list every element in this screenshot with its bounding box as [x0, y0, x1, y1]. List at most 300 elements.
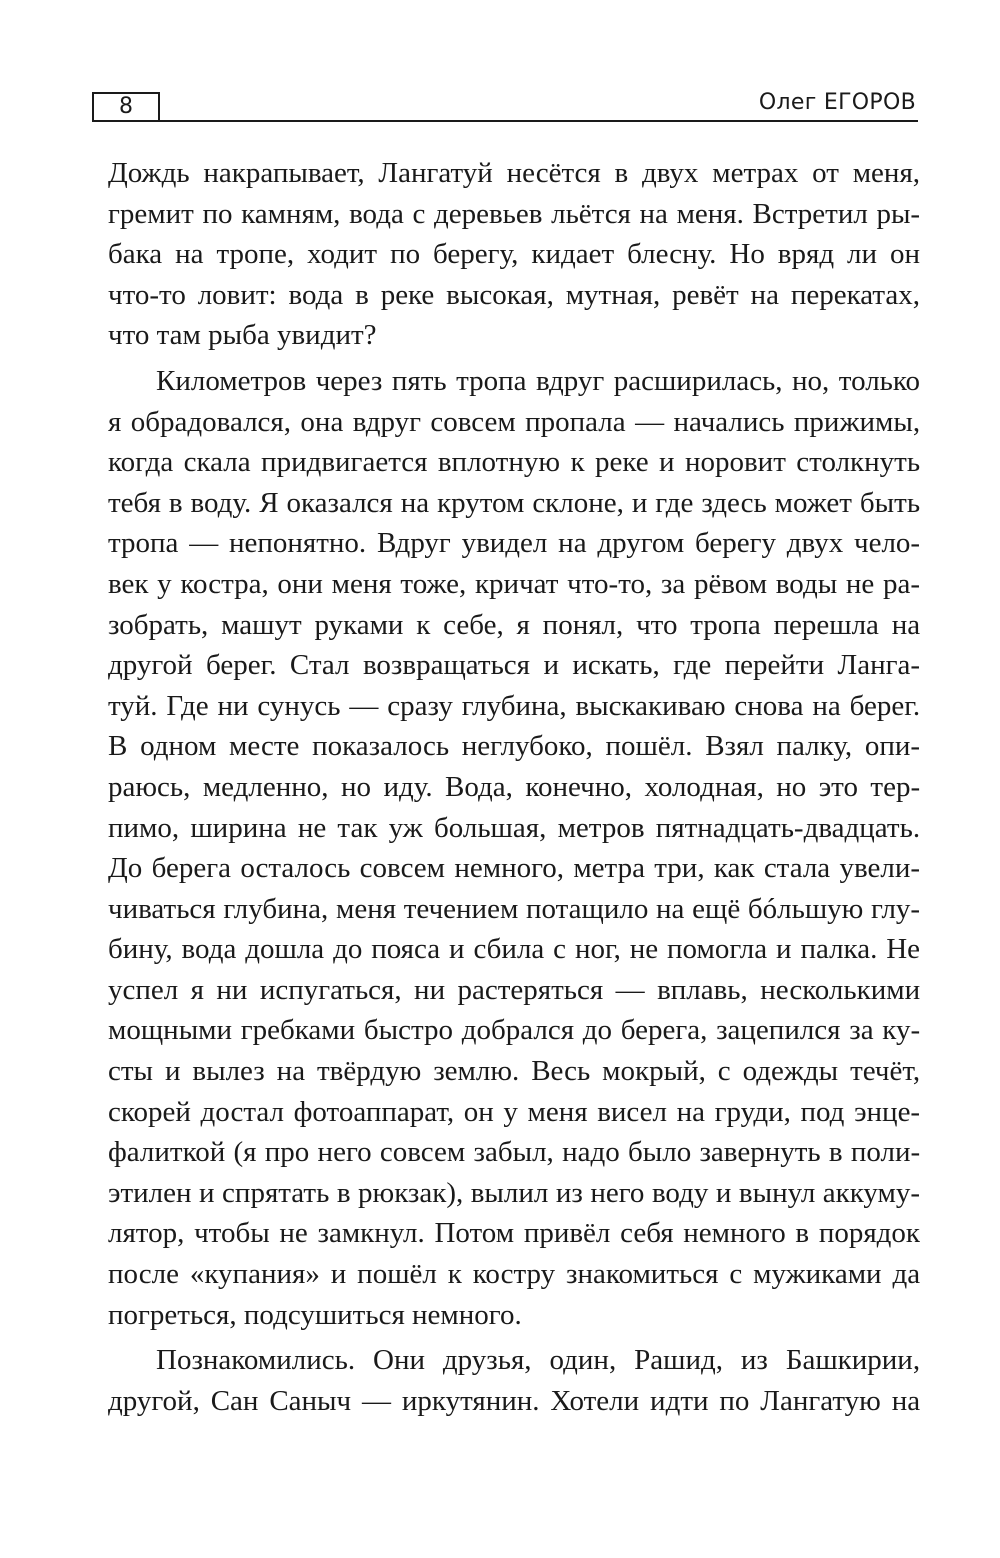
word: ни	[216, 973, 248, 1006]
word: и	[449, 933, 465, 966]
word: на	[891, 1384, 920, 1417]
word: за	[849, 1014, 874, 1047]
word: до	[333, 933, 363, 966]
word: после	[108, 1258, 179, 1291]
word: но	[341, 770, 372, 803]
word: он	[890, 238, 920, 271]
word: другой	[108, 649, 193, 682]
word: снова	[734, 689, 804, 722]
word: медленно,	[202, 770, 329, 803]
word: Весь	[531, 1055, 591, 1088]
word: тропе,	[216, 238, 295, 271]
word: Познакомились.	[156, 1344, 356, 1377]
word: зацепился	[716, 1014, 841, 1047]
text-line	[108, 275, 920, 316]
word: него	[590, 1176, 645, 1209]
paragraph-3	[108, 1340, 920, 1421]
word: ходит	[307, 238, 378, 271]
word: через	[315, 364, 383, 397]
word: у	[157, 567, 172, 600]
word: Сан	[210, 1384, 259, 1417]
word: воды	[775, 567, 838, 600]
header-rule	[158, 120, 918, 122]
text-line	[108, 1051, 920, 1092]
word: в	[828, 1136, 843, 1169]
word: лятор,	[108, 1217, 185, 1250]
word: машут	[221, 608, 302, 641]
word: в	[355, 278, 369, 311]
word: вода	[181, 933, 237, 966]
word: когда	[108, 446, 174, 479]
word: тоже,	[400, 567, 467, 600]
word: До	[108, 852, 143, 885]
word: быть	[859, 486, 920, 519]
word: глу-	[871, 892, 920, 925]
word: землю.	[433, 1055, 520, 1088]
word: тропа	[108, 527, 179, 560]
word: кричат	[474, 567, 559, 600]
word: вряд	[777, 238, 835, 271]
word: увели-	[839, 852, 920, 885]
word: потащило	[525, 892, 649, 925]
text-line	[108, 929, 920, 970]
word: на	[676, 1095, 706, 1128]
word: не	[845, 567, 875, 600]
body-text	[108, 153, 920, 1421]
word: двух	[641, 157, 699, 189]
word: поли-	[850, 1136, 920, 1169]
word: три,	[654, 852, 705, 885]
word: они	[277, 567, 323, 600]
word: груди,	[714, 1095, 791, 1128]
word: на	[750, 278, 779, 311]
word: на	[656, 892, 685, 925]
word: идти	[650, 1384, 709, 1417]
text-line	[108, 1381, 920, 1422]
word: руками	[314, 608, 404, 641]
word: под	[800, 1095, 845, 1128]
word: себе,	[443, 608, 504, 641]
word: вынул	[738, 1176, 816, 1209]
word: Хотели	[550, 1384, 640, 1417]
word: Я	[259, 486, 279, 519]
word: вылил	[470, 1176, 549, 1209]
word: пояса	[371, 933, 441, 966]
word: камням,	[241, 197, 341, 230]
word: как	[713, 852, 755, 885]
word: накрапывает,	[203, 157, 365, 189]
word: и	[199, 1176, 215, 1209]
word: сунусь	[257, 689, 341, 722]
word: пошёл	[357, 1258, 437, 1291]
word: дошла	[245, 933, 325, 966]
word: Встретил	[752, 197, 868, 230]
word: Ланга-	[837, 649, 920, 682]
word: берег.	[206, 649, 277, 682]
word: показалось	[312, 730, 450, 763]
word: другом	[597, 527, 685, 560]
text-line	[108, 848, 920, 889]
word: норовит	[684, 446, 786, 479]
word: мужиками	[753, 1258, 882, 1291]
paragraph-2	[108, 361, 920, 1335]
word: гребками	[240, 1014, 356, 1047]
word: кидает	[531, 238, 615, 271]
page-number: 8	[92, 92, 160, 122]
word: фалиткой	[108, 1136, 226, 1169]
word: тропа	[690, 608, 761, 641]
word: вдруг	[352, 405, 421, 438]
word: бóльшую	[747, 892, 864, 925]
text-line	[108, 1010, 920, 1051]
word: непонятно.	[228, 527, 367, 560]
word: что-то,	[567, 567, 653, 600]
word: гремит	[108, 197, 194, 230]
word: энце-	[854, 1095, 920, 1128]
word: я	[190, 973, 204, 1006]
word: —	[362, 1384, 391, 1417]
running-title: Олег ЕГОРОВ	[758, 90, 916, 115]
word: перешла	[773, 608, 879, 641]
word: из	[555, 1176, 583, 1209]
word: льётся	[551, 197, 631, 230]
word: до	[582, 1014, 613, 1047]
word: Но	[729, 238, 765, 271]
text-line	[108, 1173, 920, 1214]
word: Километров	[156, 364, 307, 397]
word: метра	[573, 852, 645, 885]
word: совсем	[359, 852, 446, 885]
word: (я	[233, 1136, 257, 1169]
word: мокрый,	[602, 1055, 706, 1088]
text-line	[108, 361, 920, 402]
word: Стал	[289, 649, 350, 682]
word: помогла	[667, 933, 768, 966]
word: на	[276, 1055, 306, 1088]
word: большая,	[433, 811, 547, 844]
text-line	[108, 1092, 920, 1133]
word: метров	[557, 811, 645, 844]
word: совсем	[430, 405, 516, 438]
word: по	[390, 238, 421, 271]
word: ра-	[882, 567, 920, 600]
word: висел	[597, 1095, 667, 1128]
word: палку,	[776, 730, 853, 763]
word: так	[337, 811, 378, 844]
word: высокая,	[446, 278, 554, 311]
word: спрятать	[222, 1176, 330, 1209]
word: костра,	[180, 567, 269, 600]
word: испугаться,	[259, 973, 402, 1006]
word: растеряться	[457, 973, 604, 1006]
word: ни	[414, 973, 446, 1006]
word: один,	[549, 1344, 617, 1377]
text-line	[108, 970, 920, 1011]
word: аккуму-	[822, 1176, 920, 1209]
word: конечно,	[525, 770, 632, 803]
text-line	[108, 767, 920, 808]
word: быстро	[363, 1014, 454, 1047]
word: склоне,	[532, 486, 624, 519]
word: тропа	[456, 364, 527, 397]
word: добрался	[461, 1014, 575, 1047]
word: здесь	[701, 486, 767, 519]
word: Дождь	[108, 157, 190, 189]
word: и	[164, 1055, 181, 1088]
word: крутом	[437, 486, 525, 519]
word: ловит:	[197, 278, 277, 311]
word: пимо,	[108, 811, 180, 844]
text-line	[108, 1254, 920, 1295]
word: ни	[217, 689, 249, 722]
word: Рашид,	[634, 1344, 723, 1377]
text-line	[108, 153, 920, 194]
word: несколькими	[760, 973, 920, 1006]
word: меня.	[676, 197, 744, 230]
word: на	[639, 197, 668, 230]
word: столкнуть	[796, 446, 920, 479]
text-line	[108, 889, 920, 930]
word: воду	[651, 1176, 709, 1209]
word: себя	[620, 1217, 674, 1250]
word: с	[412, 197, 426, 230]
word: было	[627, 1136, 692, 1169]
word: —	[635, 405, 665, 438]
word: и	[543, 649, 559, 682]
word: с	[717, 1055, 731, 1088]
word: надо	[562, 1136, 620, 1169]
word: и	[776, 933, 792, 966]
word: знакомиться	[566, 1258, 719, 1291]
word: пошёл.	[605, 730, 693, 763]
word: оказался	[286, 486, 393, 519]
word: порядок	[818, 1217, 920, 1250]
word: двух	[786, 527, 844, 560]
word: и	[631, 486, 648, 519]
word: Вдруг	[376, 527, 451, 560]
word: тер-	[870, 770, 920, 803]
word: начались	[673, 405, 785, 438]
word: немного	[683, 1217, 786, 1250]
text-line	[108, 523, 920, 564]
word: про	[264, 1136, 310, 1169]
word: уж	[388, 811, 423, 844]
word: реке	[380, 278, 435, 311]
word: зобрать,	[108, 608, 209, 641]
word: метрах	[712, 157, 799, 189]
word: Они	[373, 1344, 425, 1377]
word: иду.	[383, 770, 433, 803]
word: —	[349, 689, 379, 722]
word: берег.	[849, 689, 920, 722]
word: забыл,	[473, 1136, 554, 1169]
word: одежды	[742, 1055, 839, 1088]
word: меня	[335, 892, 397, 925]
word: он	[463, 1095, 494, 1128]
word: где	[673, 649, 712, 682]
word: и	[330, 1258, 347, 1291]
word: холодная,	[644, 770, 764, 803]
word: на	[891, 608, 920, 641]
word: что	[636, 608, 678, 641]
word: перейти	[724, 649, 825, 682]
word: от	[812, 157, 839, 189]
word: ли	[847, 238, 878, 271]
word: сты	[108, 1055, 154, 1088]
word: и	[715, 1176, 732, 1209]
word: костру	[472, 1258, 556, 1291]
text-line	[108, 605, 920, 646]
word: берега	[151, 852, 231, 885]
word: я	[108, 405, 122, 438]
word: меня	[331, 567, 392, 600]
word: неглубоко,	[461, 730, 593, 763]
word: сразу	[387, 689, 453, 722]
word: ры-	[876, 197, 920, 230]
word: привёл	[523, 1217, 611, 1250]
text-line	[108, 686, 920, 727]
word: воду.	[190, 486, 252, 519]
word: «купания»	[189, 1258, 320, 1291]
word: может	[774, 486, 852, 519]
word: твёрдую	[317, 1055, 422, 1088]
word: за	[660, 567, 686, 600]
word: вплотную	[437, 446, 561, 479]
word: по	[719, 1384, 750, 1417]
word: с	[553, 933, 567, 966]
word: Саныч	[269, 1384, 352, 1417]
word: ревёт	[672, 278, 739, 311]
word: раюсь,	[108, 770, 191, 803]
word: по	[202, 197, 233, 230]
word: другой,	[108, 1384, 200, 1417]
word: палка.	[800, 933, 878, 966]
word: туй.	[108, 689, 158, 722]
text-line	[108, 1132, 920, 1173]
word: но	[776, 770, 807, 803]
word: я	[516, 608, 530, 641]
word: рёвом	[693, 567, 768, 600]
text-line	[108, 194, 920, 235]
word: Лангатую	[760, 1384, 881, 1417]
word: глубина,	[223, 892, 329, 925]
word: Лангатуй	[378, 157, 493, 189]
word: скала	[183, 446, 251, 479]
word: на	[812, 689, 841, 722]
word: что-то	[108, 278, 186, 311]
word: в	[795, 1217, 810, 1250]
word: сбила	[473, 933, 545, 966]
text-line	[108, 564, 920, 605]
word: завернуть	[699, 1136, 821, 1169]
word: расширилась,	[613, 364, 783, 397]
word: искать,	[572, 649, 660, 682]
word: Башкирии,	[785, 1344, 920, 1377]
word: это	[818, 770, 858, 803]
text-line	[108, 402, 920, 443]
word: в	[168, 486, 183, 519]
word: мутная,	[565, 278, 661, 311]
word: фотоаппарат,	[293, 1095, 455, 1128]
word: не	[629, 933, 659, 966]
word: блесну.	[627, 238, 717, 271]
text-line	[108, 483, 920, 524]
word: Взял	[705, 730, 764, 763]
word: иркутянин.	[401, 1384, 540, 1417]
word: вода	[288, 278, 344, 311]
word: берегу	[694, 527, 776, 560]
word: век	[108, 567, 149, 600]
paragraph-1	[108, 153, 920, 356]
word: на	[558, 527, 587, 560]
word: реке	[594, 446, 649, 479]
word: она	[300, 405, 344, 438]
word: да	[892, 1258, 920, 1291]
word: на	[175, 238, 204, 271]
word: выскакиваю	[575, 689, 726, 722]
word: —	[189, 527, 219, 560]
word: деревьев	[433, 197, 543, 230]
word: к	[416, 608, 431, 641]
word: придвигается	[261, 446, 428, 479]
word: немного,	[454, 852, 565, 885]
word: замкнул.	[317, 1217, 425, 1250]
word: друзья,	[442, 1344, 532, 1377]
word: Вода,	[445, 770, 513, 803]
word: в	[336, 1176, 351, 1209]
word: стала	[763, 852, 831, 885]
word: опи-	[864, 730, 920, 763]
word: с	[729, 1258, 743, 1291]
text-line	[108, 234, 920, 275]
word: увидел	[461, 527, 548, 560]
word: пять	[391, 364, 447, 397]
word: не	[297, 811, 327, 844]
word: не	[279, 1217, 308, 1250]
word: тебя	[108, 486, 161, 519]
word: и	[659, 446, 675, 479]
word: него	[317, 1136, 372, 1169]
word: вдруг	[536, 364, 605, 397]
word: прижимы,	[793, 405, 920, 438]
word: чело-	[853, 527, 920, 560]
word: ширина	[190, 811, 287, 844]
text-line	[108, 1213, 920, 1254]
word: бака	[108, 238, 163, 271]
word: понял,	[542, 608, 624, 641]
word: к	[570, 446, 585, 479]
text-line	[108, 645, 920, 686]
word: меня	[527, 1095, 588, 1128]
word: из	[740, 1344, 768, 1377]
word: ног,	[574, 933, 621, 966]
running-header	[92, 84, 918, 124]
word: на	[400, 486, 430, 519]
word: чтобы	[194, 1217, 270, 1250]
text-line	[108, 442, 920, 483]
word: возвращаться	[362, 649, 531, 682]
word: у	[503, 1095, 518, 1128]
word: Где	[166, 689, 209, 722]
word: несётся	[506, 157, 601, 189]
word: ещё	[692, 892, 741, 925]
word: вылез	[192, 1055, 265, 1088]
word: достал	[200, 1095, 284, 1128]
word: чиваться	[108, 892, 216, 925]
word: Не	[886, 933, 920, 966]
word: бину,	[108, 933, 173, 966]
word: —	[615, 973, 645, 1006]
